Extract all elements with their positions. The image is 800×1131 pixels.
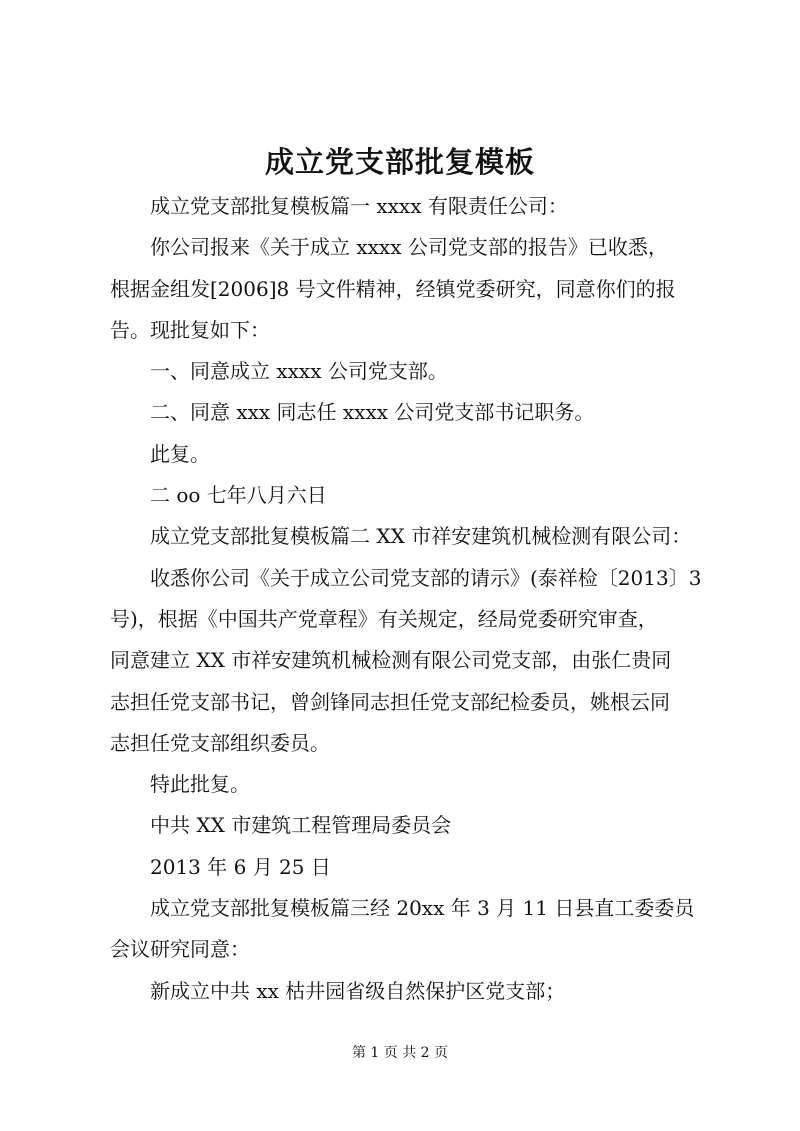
paragraph-line: 根据金组发[2006]8 号文件精神，经镇党委研究，同意你们的报 (110, 276, 676, 301)
paragraph-line: 同意建立 XX 市祥安建筑机械检测有限公司党支部，由张仁贵同 (110, 648, 672, 673)
paragraph-line: 成立党支部批复模板篇一 xxxx 有限责任公司： (150, 194, 568, 218)
paragraph-line: 你公司报来《关于成立 xxxx 公司党支部的报告》已收悉， (150, 235, 668, 260)
page-number-footer: 第 1 页 共 2 页 (351, 1045, 449, 1061)
paragraph-line: 成立党支部批复模板篇二 XX 市祥安建筑机械检测有限公司： (150, 524, 692, 549)
paragraph-line: 志担任党支部书记，曾剑锋同志担任党支部纪检委员，姚根云同 (110, 689, 670, 714)
paragraph-line: 中共 XX 市建筑工程管理局委员会 (150, 813, 452, 838)
paragraph-line: 新成立中共 xx 枯井园省级自然保护区党支部； (150, 978, 566, 1003)
paragraph-line: 特此批复。 (150, 772, 250, 797)
document-body (110, 186, 710, 1012)
paragraph-line: 收悉你公司《关于成立公司党支部的请示》(泰祥检〔2013〕3 (150, 565, 702, 590)
paragraph-line: 成立党支部批复模板篇三经 20xx 年 3 月 11 日县直工委委员 (150, 896, 695, 921)
paragraph-line: 号)，根据《中国共产党章程》有关规定，经局党委研究审查， (110, 606, 658, 631)
paragraph-line: 2013 年 6 月 25 日 (150, 854, 331, 879)
paragraph-line: 告。现批复如下： (110, 317, 270, 342)
document-title: 成立党支部批复模板 (264, 145, 535, 179)
paragraph-line: 二、同意 xxx 同志任 xxxx 公司党支部书记职务。 (150, 400, 595, 425)
paragraph-line: 二 oo 七年八月六日 (150, 483, 327, 508)
paragraph-line: 一、同意成立 xxxx 公司党支部。 (150, 359, 448, 384)
paragraph-line: 志担任党支部组织委员。 (110, 730, 330, 755)
paragraph-line: 此复。 (150, 441, 210, 466)
paragraph-line: 会议研究同意： (110, 937, 250, 962)
